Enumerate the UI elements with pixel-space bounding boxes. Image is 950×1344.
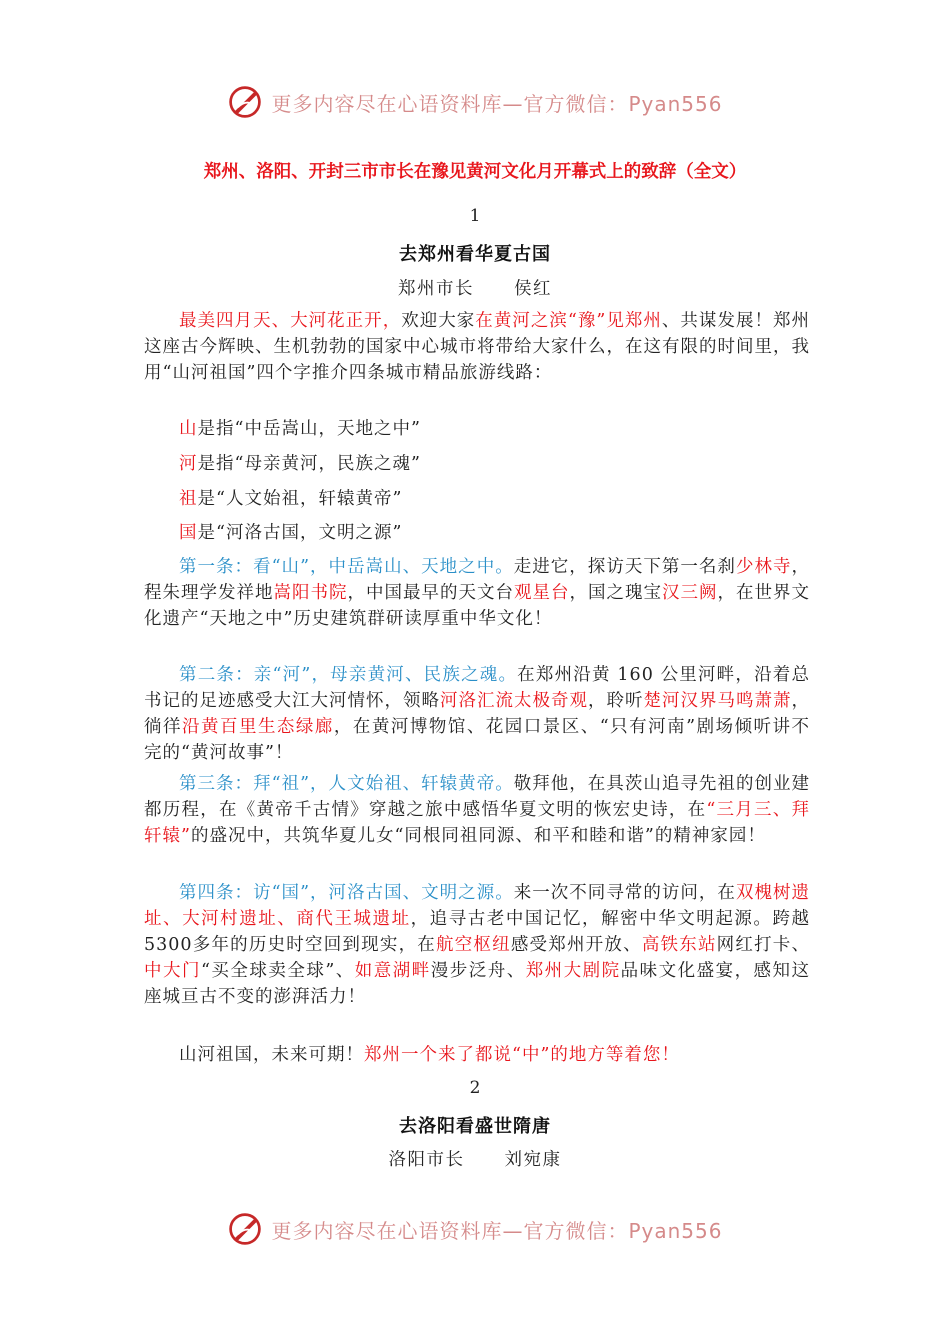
watermark-text: 更多内容尽在心语资料库—官方微信：Pyan556 bbox=[271, 1218, 723, 1243]
highlight-red: 郑州一个来了都说“中”的地方等着您！ bbox=[364, 1045, 680, 1065]
text-span: 敬拜他，在具茨山追寻先祖的创业建都历程，在《黄帝千古情》穿越之旅中感悟华夏文明的恢宏史诗，在 bbox=[144, 774, 810, 820]
closing-paragraph bbox=[144, 1042, 810, 1068]
highlight-red: 楚河汉界马鸣萧萧 bbox=[643, 691, 792, 711]
section-number: 1 bbox=[469, 206, 481, 226]
route-paragraph-2 bbox=[144, 662, 810, 766]
definition-line bbox=[144, 486, 810, 512]
text-span: ，在世界文化遗产“天地之中”历史建筑群研读厚重中华文化！ bbox=[144, 583, 810, 629]
text-span: 来一次不同寻常的访问，在 bbox=[513, 883, 736, 903]
text-span: ，国之瑰宝 bbox=[569, 583, 662, 603]
author-name: 刘宛康 bbox=[504, 1150, 562, 1170]
text-span: 是指“中岳嵩山，天地之中” bbox=[197, 419, 421, 439]
highlight-red: 高铁东站 bbox=[641, 935, 717, 955]
author-name: 侯红 bbox=[514, 279, 552, 299]
text-span: 漫步泛舟、 bbox=[430, 961, 526, 981]
pen-logo-icon bbox=[227, 84, 263, 120]
section-heading: 去郑州看华夏古国 bbox=[399, 244, 551, 265]
definition-line bbox=[144, 451, 810, 477]
highlight-blue: 第三条：拜“祖”，人文始祖、轩辕黄帝。 bbox=[179, 774, 514, 794]
text-span: “买全球卖全球”、 bbox=[200, 961, 355, 981]
text-span: ，徜徉 bbox=[144, 691, 810, 737]
highlight-red: 航空枢纽 bbox=[436, 935, 511, 955]
text-span: ，中国最早的天文台 bbox=[347, 583, 514, 603]
text-span: ，程朱理学发祥地 bbox=[144, 557, 811, 603]
highlight-red: 沿黄百里生态绿廊 bbox=[181, 717, 334, 737]
highlight-red: 国 bbox=[179, 523, 198, 543]
highlight-red: 祖 bbox=[179, 489, 198, 509]
highlight-red: 中大门 bbox=[144, 961, 201, 981]
text-span: 感受郑州开放、 bbox=[510, 935, 642, 955]
highlight-red: 河洛汇流太极奇观 bbox=[440, 691, 588, 711]
highlight-red: 嵩阳书院 bbox=[273, 583, 348, 603]
text-span: 是“河洛古国，文明之源” bbox=[197, 523, 403, 543]
highlight-blue: 第二条：亲“河”，母亲黄河、民族之魂。 bbox=[179, 665, 518, 685]
highlight-red: 山 bbox=[179, 419, 198, 439]
pen-logo-icon bbox=[227, 1211, 263, 1247]
text-span: 的盛况中，共筑华夏儿女“同根同祖同源、和平和睦和谐”的精神家园！ bbox=[190, 826, 766, 846]
highlight-red: 少林寺 bbox=[735, 557, 792, 577]
definition-line bbox=[144, 416, 810, 442]
author-line bbox=[0, 275, 950, 300]
text-span: ，追寻古老中国记忆，解密中华文明起源。跨越5300多年的历史时空回到现实，在 bbox=[144, 909, 811, 955]
highlight-red: 最美四月天、大河花正开， bbox=[179, 311, 402, 331]
text-span: 是“人文始祖，轩辕黄帝” bbox=[197, 489, 403, 509]
section-number: 2 bbox=[469, 1078, 481, 1098]
author-role: 洛阳市长 bbox=[388, 1150, 465, 1170]
text-span: 在郑州沿黄 160 公里河畔，沿着总书记的足迹感受大江大河情怀，领略 bbox=[144, 665, 810, 711]
text-span: 山河祖国，未来可期！ bbox=[179, 1045, 364, 1065]
text-span: ，在黄河博物馆、花园口景区、“只有河南”剧场倾听讲不完的“黄河故事”！ bbox=[144, 717, 811, 763]
author-role: 郑州市长 bbox=[398, 279, 474, 299]
text-span: 是指“母亲黄河，民族之魂” bbox=[197, 454, 421, 474]
text-span: 走进它，探访天下第一名刹 bbox=[513, 557, 736, 577]
highlight-red: 在黄河之滨“豫”见郑州 bbox=[475, 311, 662, 331]
highlight-blue: 第四条：访“国”，河洛古国、文明之源。 bbox=[179, 883, 514, 903]
highlight-red: 双槐树遗址、大河村遗址、商代王城遗址 bbox=[144, 883, 811, 929]
text-span: 、共谋发展！郑州这座古今辉映、生机勃勃的国家中心城市将带给大家什么，在这有限的时间里，我用“山河祖国”四个字推介四条城市精品旅游线路： bbox=[144, 311, 811, 383]
highlight-red: 如意湖畔 bbox=[354, 961, 431, 981]
top-watermark-banner bbox=[0, 82, 950, 122]
text-span: 网红打卡、 bbox=[716, 935, 811, 955]
highlight-red: “三月三、拜轩辕” bbox=[144, 800, 810, 846]
route-paragraph-1 bbox=[144, 554, 810, 632]
route-paragraph-4 bbox=[144, 880, 810, 1010]
watermark-text: 更多内容尽在心语资料库—官方微信：Pyan556 bbox=[271, 91, 723, 116]
highlight-red: 河 bbox=[179, 454, 198, 474]
author-line bbox=[0, 1146, 950, 1171]
section-heading: 去洛阳看盛世隋唐 bbox=[399, 1116, 551, 1137]
highlight-blue: 第一条：看“山”，中岳嵩山、天地之中。 bbox=[179, 557, 514, 577]
highlight-red: 观星台 bbox=[514, 583, 570, 603]
text-span: 品味文化盛宴，感知这座城亘古不变的澎湃活力！ bbox=[144, 961, 811, 1007]
intro-paragraph bbox=[144, 308, 810, 386]
definition-line bbox=[144, 520, 810, 546]
document-title: 郑州、洛阳、开封三市市长在豫见黄河文化月开幕式上的致辞（全文） bbox=[203, 162, 747, 182]
text-span: 欢迎大家 bbox=[401, 311, 476, 331]
highlight-red: 汉三阙 bbox=[662, 583, 718, 603]
bottom-watermark-banner bbox=[0, 1209, 950, 1249]
text-span: ，聆听 bbox=[588, 691, 644, 711]
route-paragraph-3 bbox=[144, 771, 810, 849]
highlight-red: 郑州大剧院 bbox=[525, 961, 621, 981]
